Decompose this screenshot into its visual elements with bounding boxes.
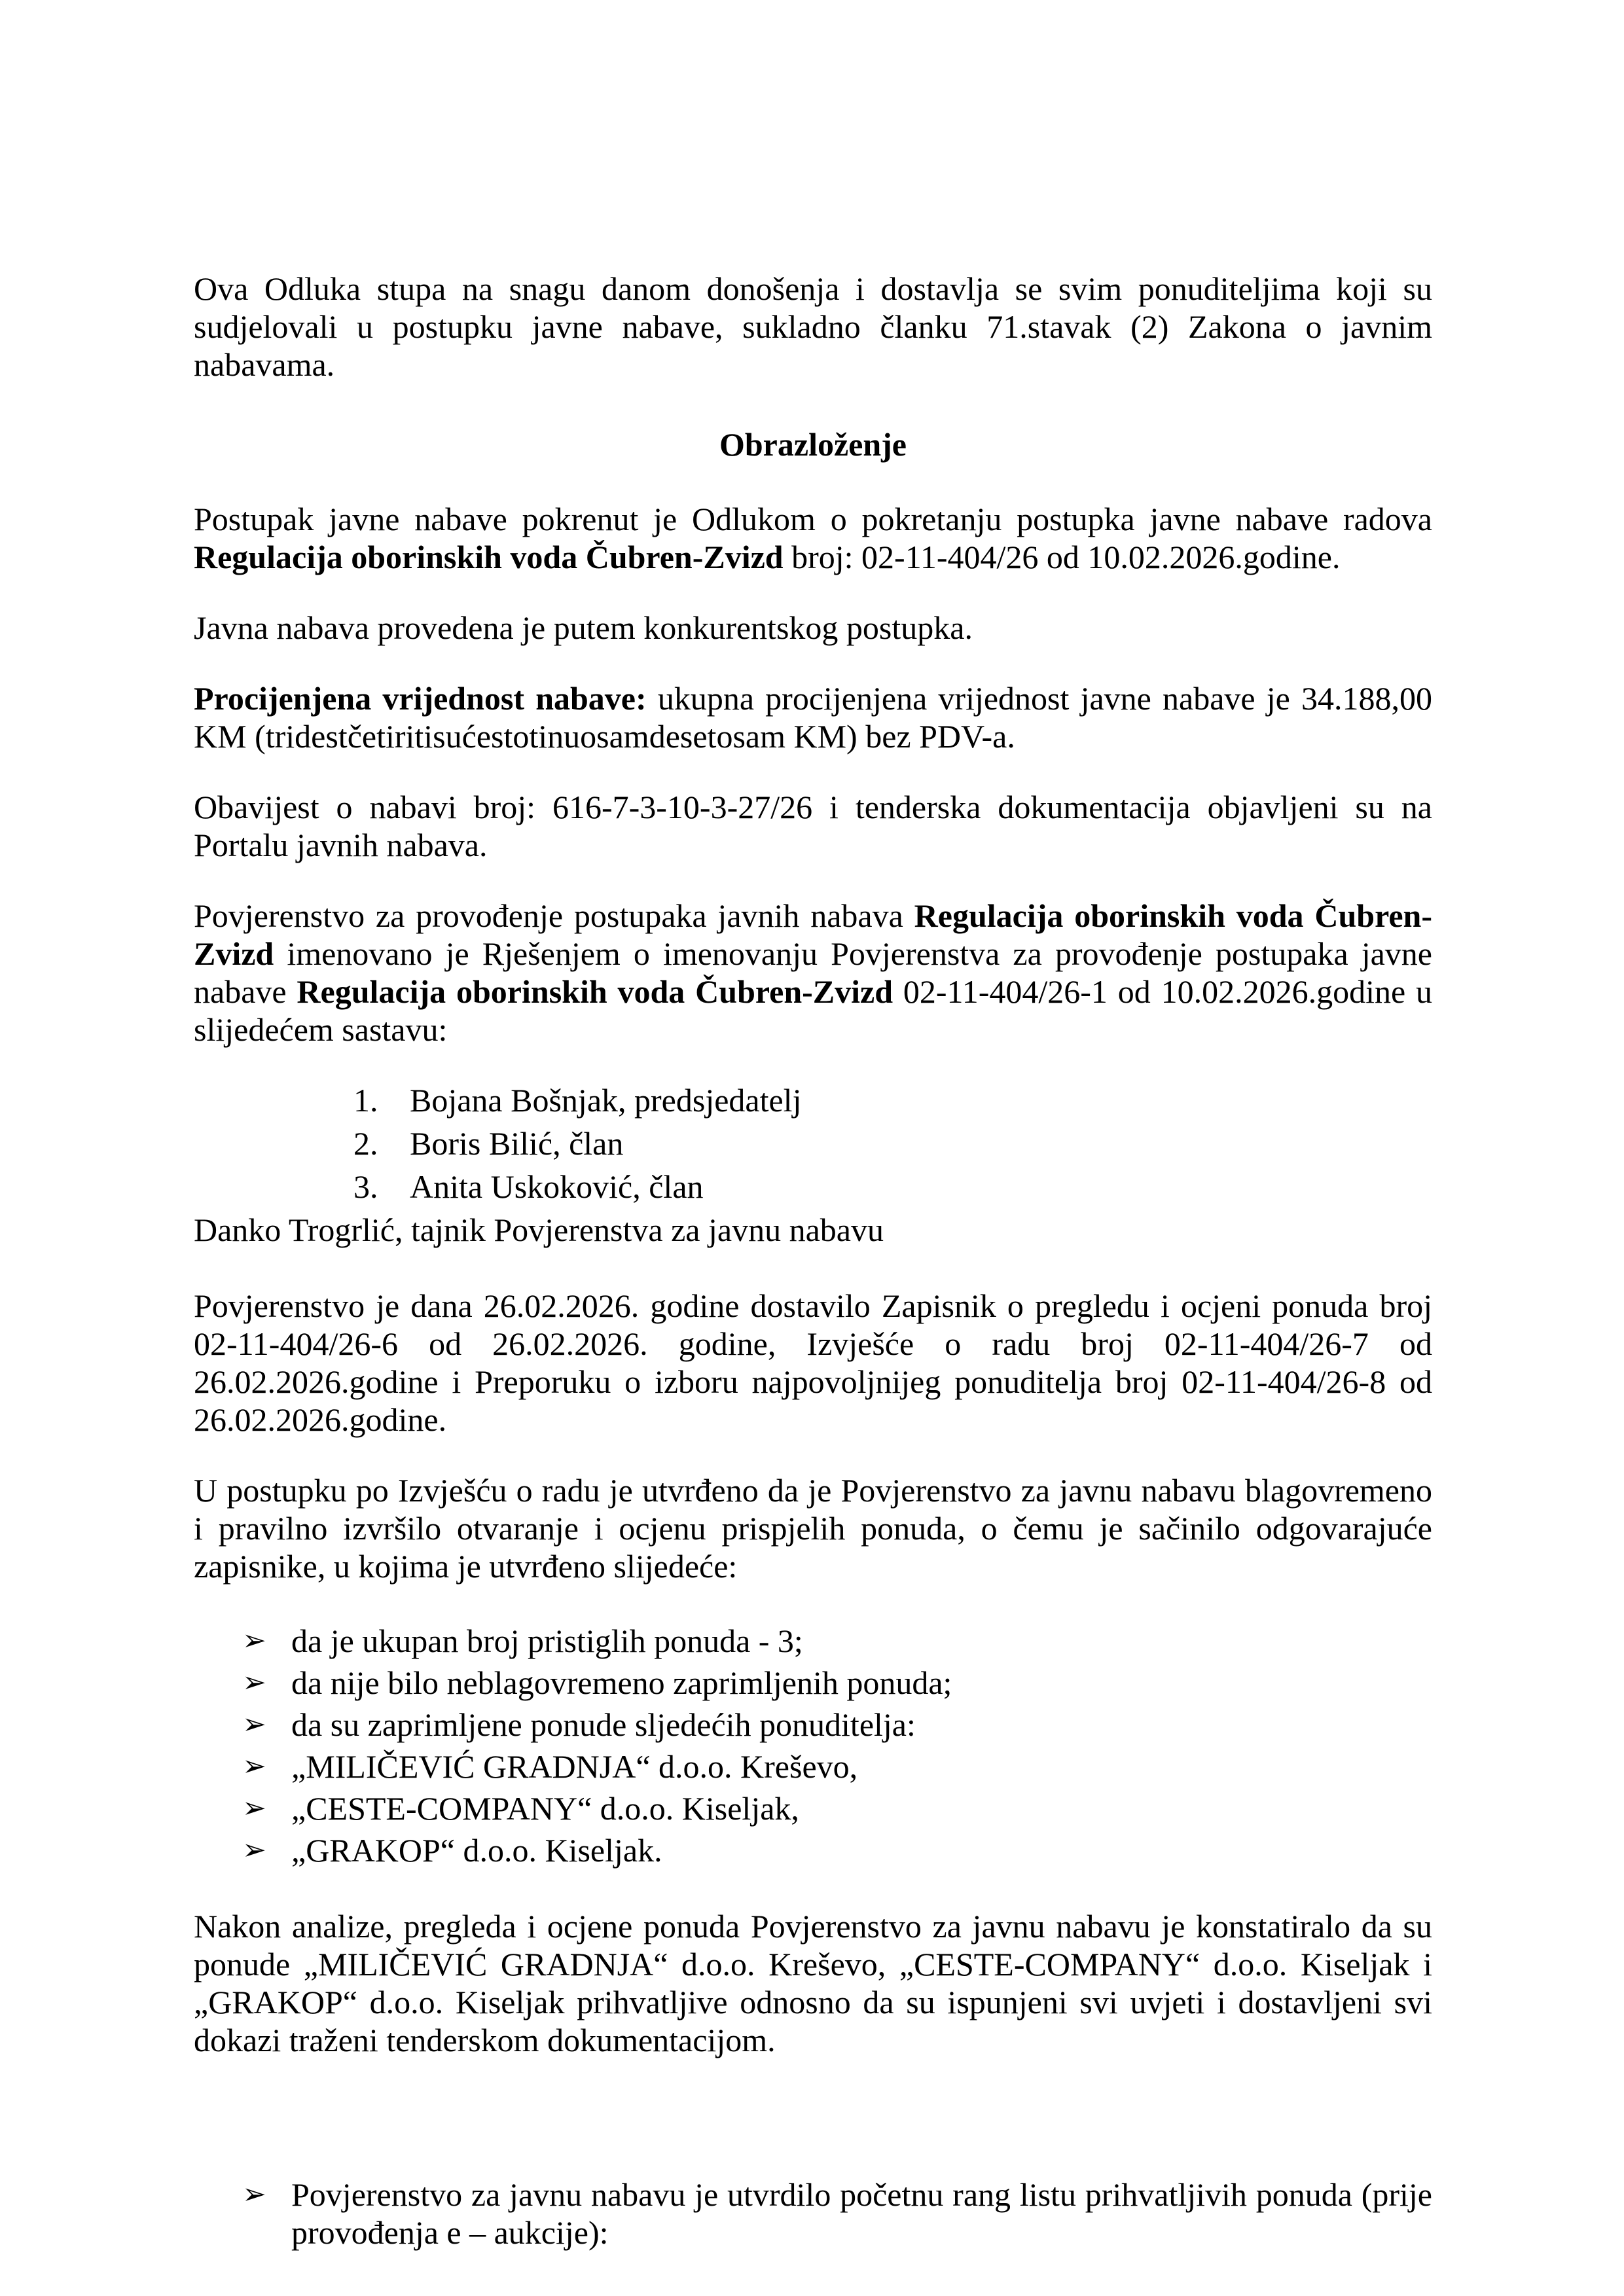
bidder-name: „CESTE-COMPANY“ d.o.o. Kiseljak, <box>291 1790 799 1827</box>
list-item-finding <box>194 1706 1432 1744</box>
list-item-member <box>353 1124 1432 1162</box>
list-item-ranking <box>194 2176 1432 2251</box>
arrow-bullet-icon: ➢ <box>242 1708 266 1741</box>
run-project-name-bold: Regulacija oborinskih voda Čubren-Zvizd <box>194 897 1433 972</box>
member-name: Anita Uskoković, član <box>410 1168 704 1205</box>
list-number: 1. <box>353 1082 378 1119</box>
member-name: Boris Bilić, član <box>410 1125 624 1162</box>
paragraph-findings-intro: U postupku po Izvješću o radu je utvrđeno da je Povjerenstvo za javnu nabavu blagovremeno i pravilno izvršilo otvaranje i ocjenu prispjelih ponuda, o čemu je sačinilo odgovarajuće zapisnike, u kojima je utvrđeno slijedeće: <box>194 1472 1432 1585</box>
run-text: imenovano je Rješenjem o imenovanju Povjerenstva za provođenje postupaka javne nabave <box>194 935 1432 1010</box>
paragraph-notice-number: Obavijest o nabavi broj: 616-7-3-10-3-27/26 i tenderska dokumentacija objavljeni su na Portalu javnih nabava. <box>194 789 1432 863</box>
document-content <box>194 237 1432 2251</box>
arrow-bullet-icon: ➢ <box>242 1624 266 1657</box>
run-text: Postupak javne nabave pokrenut je Odlukom o pokretanju postupka javne nabave radova <box>194 501 1432 537</box>
paragraph-committee-appointment <box>194 897 1432 1049</box>
run-text: broj: 02-11-404/26 od 10.02.2026.godine. <box>783 539 1341 575</box>
run-text: ukupna procijenjena vrijednost javne nabave je 34.188,00 KM (tridestčetiritisućestotinuosamdesetosam KM) bez PDV-a. <box>194 680 1432 755</box>
list-item-bidder <box>194 1748 1432 1785</box>
arrow-bullet-icon: ➢ <box>242 2178 266 2211</box>
arrow-bullet-icon: ➢ <box>242 1666 266 1699</box>
committee-members-list <box>194 1081 1432 1206</box>
list-item-member <box>353 1081 1432 1119</box>
paragraph-procedure-initiated <box>194 500 1432 576</box>
paragraph-reports-delivered: Povjerenstvo je dana 26.02.2026. godine dostavilo Zapisnik o pregledu i ocjeni ponuda broj 02-11-404/26-6 od 26.02.2026. godine, Izvješće o radu broj 02-11-404/26-7 od 26.02.2026.godine i Preporuku o izboru najpovoljnijeg ponuditelja broj 02-11-404/26-8 od 26.02.2026.godine. <box>194 1287 1432 1438</box>
finding-text: da su zaprimljene ponude sljedećih ponuditelja: <box>291 1706 916 1743</box>
member-name: Bojana Bošnjak, predsjedatelj <box>410 1082 802 1119</box>
paragraph-secretary: Danko Trogrlić, tajnik Povjerenstva za javnu nabavu <box>194 1211 884 1248</box>
list-item-finding <box>194 1664 1432 1702</box>
finding-text: da nije bilo neblagovremeno zaprimljenih ponuda; <box>291 1664 952 1701</box>
paragraph-procedure-type: Javna nabava provedena je putem konkurentskog postupka. <box>194 609 973 646</box>
list-number: 3. <box>353 1168 378 1205</box>
bidder-name: „MILIČEVIĆ GRADNJA“ d.o.o. Kreševo, <box>291 1748 858 1785</box>
section-heading-obrazlozenje: Obrazloženje <box>719 426 907 463</box>
list-item-bidder <box>194 1831 1432 1869</box>
run-label-bold: Procijenjena vrijednost nabave: <box>194 680 647 717</box>
list-item-bidder <box>194 1789 1432 1827</box>
bidder-name: „GRAKOP“ d.o.o. Kiseljak. <box>291 1832 662 1869</box>
paragraph-conclusion: Nakon analize, pregleda i ocjene ponuda Povjerenstvo za javnu nabavu je konstatiralo da su ponude „MILIČEVIĆ GRADNJA“ d.o.o. Kreševo, „CESTE-COMPANY“ d.o.o. Kiseljak i „GRAKOP“ d.o.o. Kiseljak prihvatljive odnosno da su ispunjeni svi uvjeti i dostavljeni svi dokazi traženi tenderskom dokumentacijom. <box>194 1908 1432 2058</box>
run-text: 02-11-404/26-1 od 10.02.2026.godine u slijedećem sastavu: <box>194 973 1432 1048</box>
findings-list <box>194 1622 1432 1869</box>
list-item-member <box>353 1168 1432 1206</box>
paragraph-estimated-value <box>194 679 1432 755</box>
arrow-bullet-icon: ➢ <box>242 1749 266 1783</box>
run-text: Povjerenstvo za provođenje postupaka javnih nabava <box>194 897 914 934</box>
arrow-bullet-icon: ➢ <box>242 1833 266 1867</box>
ranking-text: Povjerenstvo za javnu nabavu je utvrdilo početnu rang listu prihvatljivih ponuda (prije provođenja e – aukcije): <box>291 2176 1432 2251</box>
finding-text: da je ukupan broj pristiglih ponuda - 3; <box>291 1623 803 1659</box>
list-number: 2. <box>353 1125 378 1162</box>
paragraph-effective-date: Ova Odluka stupa na snagu danom donošenja i dostavlja se svim ponuditeljima koji su sudjelovali u postupku javne nabave, sukladno članku 71.stavak (2) Zakona o javnim nabavama. <box>194 270 1432 383</box>
list-item-finding <box>194 1622 1432 1660</box>
run-project-name-bold: Regulacija oborinskih voda Čubren-Zvizd <box>194 539 784 575</box>
run-project-name-bold: Regulacija oborinskih voda Čubren-Zvizd <box>297 973 893 1010</box>
arrow-bullet-icon: ➢ <box>242 1791 266 1825</box>
